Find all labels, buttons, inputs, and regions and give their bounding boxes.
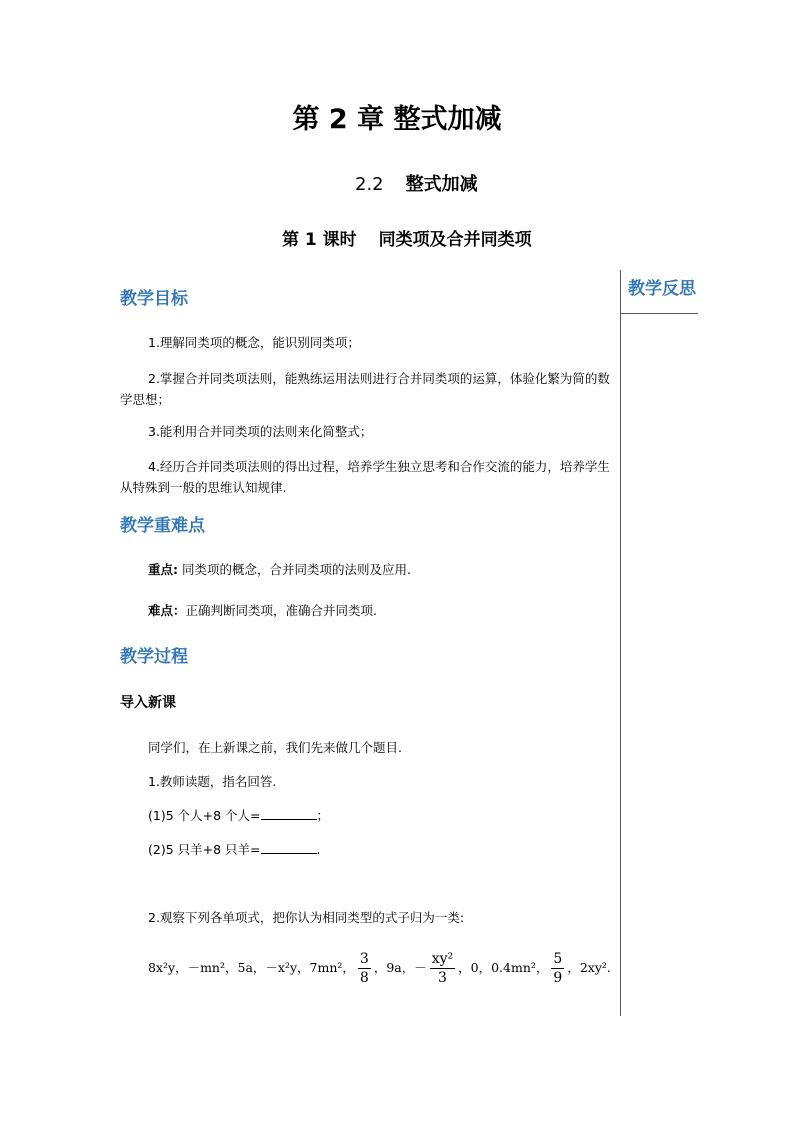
section-number: 2.2 [355,174,384,195]
objective-item: 4.经历合并同类项法则的得出过程，培养学生独立思考和合作交流的能力，培养学生从特殊到一般的思维认知规律. [120,459,610,495]
question-1b-text: (2)5 只羊+8 只羊= [148,842,261,857]
sidebar-underline [620,313,698,314]
chapter-title: 第 2 章 整式加减 [292,104,502,135]
objective-item: 2.掌握合并同类项法则，能熟练运用法则进行合并同类项的运算，体验化繁为简的数学思想； [120,371,610,407]
focus-line [148,560,411,578]
question-1b-suffix: . [316,842,321,857]
fraction [430,950,455,987]
difficulty-text: 正确判断同类项，准确合并同类项. [185,603,377,618]
intro-heading: 导入新课 [120,695,176,711]
difficulty-label: 难点： [148,603,186,618]
fraction-numerator: 3 [359,951,369,967]
question-1: 1.教师读题，指名回答. [148,774,277,789]
fraction-numerator: xy² [431,951,454,967]
fraction [551,950,564,987]
fraction-numerator: 5 [553,951,563,967]
sidebar-divider [620,270,621,1016]
sidebar-title: 教学反思 [628,279,696,299]
objective-item: 3.能利用合并同类项的法则来化简整式； [148,424,373,439]
section-heading [355,170,478,196]
expr-part: ，9a，－ [373,960,427,975]
expr-part: ，0，0.4mn²， [458,960,549,975]
lesson-title: 同类项及合并同类项 [378,230,532,250]
fraction-denominator: 3 [437,970,447,986]
key-points-heading: 教学重难点 [120,516,205,536]
objectives-heading: 教学目标 [120,289,188,309]
objective-item: 1.理解同类项的概念，能识别同类项； [148,335,360,350]
section-title: 整式加减 [405,174,478,195]
monomial-list [148,950,611,987]
lesson-heading [282,225,532,250]
intro-text: 同学们，在上新课之前，我们先来做几个题目. [148,740,402,755]
difficulty-line [148,601,377,619]
question-1b [148,840,321,858]
focus-label: 重点: [148,562,178,577]
lesson-number: 第 1 课时 [282,230,357,250]
question-1a-text: (1)5 个人+8 个人= [148,808,261,823]
fraction-denominator: 8 [359,970,369,986]
fraction-denominator: 9 [553,970,563,986]
expr-part: 8x²y，－mn²，5a，－x²y，7mn²， [148,960,355,975]
question-1a [148,806,329,824]
fraction [358,950,371,987]
expr-part: ，2xy². [567,960,611,975]
question-2: 2.观察下列各单项式，把你认为相同类型的式子归为一类: [148,910,465,925]
question-1a-suffix: ； [316,808,330,823]
answer-blank [261,807,317,820]
focus-text: 同类项的概念，合并同类项的法则及应用. [181,562,411,577]
answer-blank [261,841,317,854]
process-heading: 教学过程 [120,647,188,667]
